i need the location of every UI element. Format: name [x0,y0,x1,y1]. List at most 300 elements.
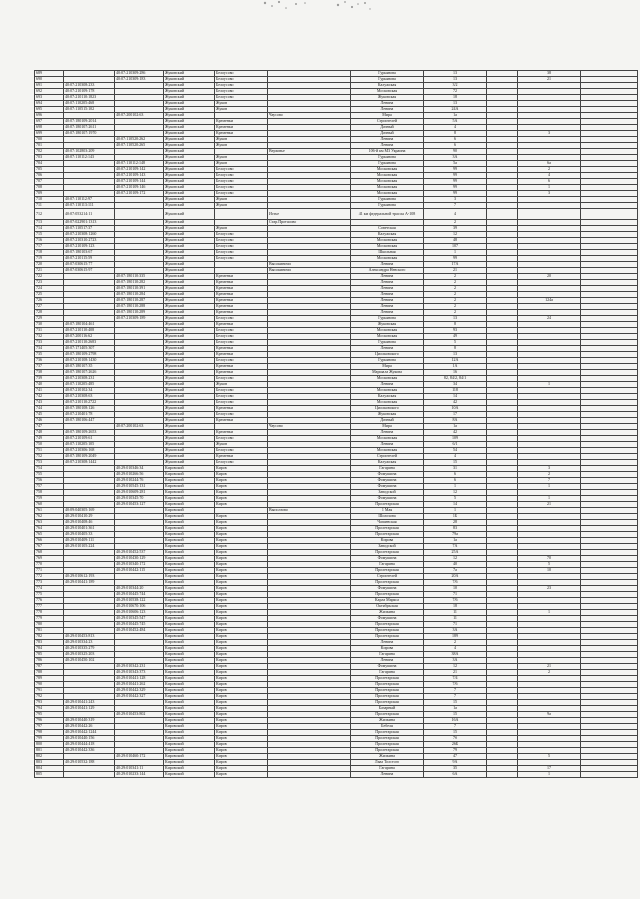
table-cell: Кировский [164,562,215,568]
table-cell: Кировский [164,622,215,628]
table-cell: 40:07:210309:189 [115,316,164,322]
table-cell [115,209,164,220]
table-cell: 40:29:010545:131 [115,484,164,490]
table-cell: 11 [424,610,487,616]
table-cell: Жуковский [164,364,215,370]
table-cell: Жуковский [164,274,215,280]
table-cell: 786 [35,658,64,664]
table-cell: 99 [424,179,487,185]
table-cell: Жуков [215,203,268,209]
table-cell: Жуковский [164,442,215,448]
table-cell: 38 [518,71,581,77]
table-cell: Белоусово [215,89,268,95]
table-cell: 7/6 [424,682,487,688]
table-cell: Московская [351,448,424,454]
table-cell: 720 [35,262,64,268]
table-cell: 40:07:180110:284 [115,292,164,298]
table-cell: 797 [35,724,64,730]
table-cell: Киров [215,628,268,634]
table-cell: 781 [35,628,64,634]
table-cell: Жуковская [351,412,424,418]
table-cell: Кировский [164,616,215,622]
table-cell: Фомушина [351,478,424,484]
table-cell: 768 [35,550,64,556]
table-cell: 696 [35,113,64,119]
table-cell: 21 [424,268,487,274]
table-cell: 40:07:110113:111 [64,203,115,209]
table-cell: 7 [424,694,487,700]
table-cell [581,772,638,778]
table-cell: Кировский [164,484,215,490]
table-cell: 40:29:010441:129 [64,706,115,712]
table-cell: Жуков [215,143,268,149]
table-cell: 750 [35,442,64,448]
table-cell: 1Б [424,514,487,520]
table-cell: Александра Невского [351,268,424,274]
table-cell: Кировский [164,772,215,778]
table-cell: 698 [35,125,64,131]
table-cell: Бебеля [351,724,424,730]
table-cell: Гагарина [351,466,424,472]
table-cell: Киров [215,664,268,670]
table-cell: 753 [35,460,64,466]
table-cell: Ленина [351,640,424,646]
table-cell: 40:07:210401:78 [64,412,115,418]
table-cell: Киров [215,730,268,736]
table-cell: Жуковский [164,226,215,232]
table-cell: Жуковский [164,238,215,244]
table-cell: 40:29:010453:127 [115,502,164,508]
table-cell: 741 [35,388,64,394]
table-cell: 107 [424,244,487,250]
table-cell: 739 [35,376,64,382]
table-cell: Московская [351,185,424,191]
table-cell: Жуковский [164,131,215,137]
land-plots-table [34,70,638,778]
table-cell: Кировский [164,580,215,586]
table-cell: 713 [35,220,64,226]
table-cell: 6а [518,161,581,167]
table-cell: 28 [424,520,487,526]
table-cell: 24А [424,107,487,113]
table-cell: 8 [424,322,487,328]
table-cell: Киров [215,496,268,502]
table-cell: 705 [35,167,64,173]
table-cell: 689 [35,71,64,77]
table-cell: Жуковский [164,113,215,119]
table-cell: Киров [215,742,268,748]
table-cell: Кировский [164,688,215,694]
table-cell: Жуковский [164,358,215,364]
table-cell: Жуковский [164,232,215,238]
table-cell: 40:29:010341:11 [115,766,164,772]
table-cell: Кировский [164,766,215,772]
table-cell: 40:07:200116:62 [64,334,115,340]
table-cell: 40:29:010441:189 [64,580,115,586]
table-cell: Ленина [351,274,424,280]
table-cell: Жуковский [164,382,215,388]
table-cell: 21 [518,77,581,83]
table-cell: 40:09:040305:169 [64,508,115,514]
table-cell: Белоусово [215,244,268,250]
table-cell: 21 [518,664,581,670]
table-cell: 40:07:053214:11 [64,209,115,220]
table-cell: Белоусово [215,358,268,364]
table-cell: Кировский [164,730,215,736]
table-cell: Киров [215,580,268,586]
table-cell: 775 [35,592,64,598]
table-cell: 40:29:010442:1244 [64,730,115,736]
table-cell: 7 [424,724,487,730]
table-cell: 8 [424,131,487,137]
table-cell: Гагарина [351,670,424,676]
table-cell: 719 [35,256,64,262]
table-row [35,209,638,220]
table-cell: Жуковский [164,250,215,256]
table-cell: Кировский [164,556,215,562]
table-cell: Московская [351,191,424,197]
table-cell: Киров [215,676,268,682]
table-cell: Чаусово [268,424,351,430]
table-cell: 1 [518,496,581,502]
table-cell: Кременки [215,292,268,298]
table-cell: Маршала Жукова [351,370,424,376]
table-cell: Жуковский [164,137,215,143]
table-cell: Белоусово [215,250,268,256]
table-cell: Строителей [351,454,424,460]
table-cell: Кировский [164,466,215,472]
table-cell: Кировский [164,706,215,712]
table-cell: Киров [215,646,268,652]
table-cell: Жуков [215,161,268,167]
table-cell: Шолохова [351,514,424,520]
table-cell: Пролетарская [351,676,424,682]
table-cell: 1 [518,484,581,490]
table-cell: 40:29:010325:203 [64,652,115,658]
table-cell: 40:07:110205:485 [64,382,115,388]
table-cell: Белоусово [215,340,268,346]
table-cell: 40:07:180109:2653 [64,430,115,436]
table-cell: Жуков [215,107,268,113]
table-cell: 40:07:210109:123 [64,244,115,250]
table-cell: Кировский [164,586,215,592]
table-cell: 1 [518,772,581,778]
table-cell: 82, 84/2, 84/1 [424,376,487,382]
table-cell: Киров [215,568,268,574]
table-cell: 15 [424,730,487,736]
table-cell: 773 [35,580,64,586]
table-cell: 24 [518,316,581,322]
table-cell: Кировский [164,634,215,640]
table-cell: Жуковский [164,125,215,131]
table-cell: Жуковская [351,95,424,101]
table-cell: 39 [424,226,487,232]
table-cell: 8 [424,346,487,352]
table-cell: 118 [424,388,487,394]
table-cell: 693 [35,95,64,101]
table-cell: 9А [424,760,487,766]
table-cell: 733 [35,340,64,346]
table-cell: 718 [35,250,64,256]
table-cell: Пролетарская [351,622,424,628]
table-cell: Пролетарская [351,532,424,538]
table-cell: 79 [424,748,487,754]
table-cell: Стар.Протасово [268,220,351,226]
table-cell: 2 [424,220,487,226]
table-cell: Кировский [164,598,215,604]
table-cell: Жуковский [164,203,215,209]
table-cell: 40:29:010409:111 [64,538,115,544]
table-cell: Жуковский [164,292,215,298]
table-cell: 777 [35,604,64,610]
table-cell [268,772,351,778]
table-cell: 6А [424,772,487,778]
table-cell: Октябрьская [351,604,424,610]
table-cell: Белоусово [215,400,268,406]
table-cell: Кировский [164,646,215,652]
table-cell: 9а [518,712,581,718]
table-cell: 2 [424,310,487,316]
table-cell: Жуковский [164,268,215,274]
table-cell: 691 [35,83,64,89]
table-cell: Фомушина [351,586,424,592]
table-cell: Жилкина [351,754,424,760]
table-cell: Ленина [351,430,424,436]
table-cell: 697 [35,119,64,125]
table-cell: 751 [35,448,64,454]
table-cell: 804 [35,766,64,772]
table-cell: 21 [518,502,581,508]
table-cell: 40:07:110205:105 [64,442,115,448]
table-cell: Жуковский [164,173,215,179]
table-cell: 1 [424,484,487,490]
table-cell: Жуков [215,155,268,161]
table-cell: Жуковский [164,352,215,358]
table-cell: 6/1 [424,442,487,448]
table-cell: Белоусово [215,316,268,322]
table-cell: Киров [215,754,268,760]
table-cell: Фомушина [351,472,424,478]
table-cell: 725 [35,292,64,298]
table-cell: Кировский [164,520,215,526]
table-cell: Жуковский [164,400,215,406]
table-cell: 40:29:010453:802 [115,712,164,718]
table-cell: 3А [424,155,487,161]
table-cell: 40:07:110112:97 [64,197,115,203]
table-cell: Чапаевская [351,520,424,526]
table-cell: Ленина [351,304,424,310]
table-cell: 40:29:010345:70 [115,496,164,502]
table-cell: Ленина [351,101,424,107]
table-cell: 5 [518,754,581,760]
table-cell: 42 [424,430,487,436]
table-cell: 99 [424,173,487,179]
table-cell: Кировский [164,544,215,550]
table-cell: 16А [424,718,487,724]
table-cell: 1 [518,382,581,388]
table-cell: Кировский [164,628,215,634]
table-cell: Пролетарская [351,502,424,508]
table-cell: 40:29:010670:106 [115,604,164,610]
table-cell: Мира [351,364,424,370]
table-cell: 4 [424,125,487,131]
table-cell: Кременки [215,131,268,137]
table-cell: Кировский [164,670,215,676]
table-cell: 6 [424,137,487,143]
table-cell: 40:07:210110:2722 [64,400,115,406]
table-cell: Жуковский [164,406,215,412]
table-cell: 782 [35,634,64,640]
table-cell: 40:07:180110:282 [115,280,164,286]
table-cell: 702 [35,149,64,155]
table-cell: Гурьянова [351,340,424,346]
table-cell: Гагарина [351,652,424,658]
table-cell: 40:29:010440:319 [64,718,115,724]
table-cell: Жуковский [164,89,215,95]
table-cell: 3А [424,658,487,664]
table-cell: Московская [351,436,424,442]
table-cell: Жуковский [164,454,215,460]
table-cell: Жуковский [164,340,215,346]
table-cell: 787 [35,664,64,670]
table-cell: 6 [424,143,487,149]
table-cell: Ленина [351,262,424,268]
table-cell: 2 [424,298,487,304]
table-cell: 40:07:030615:97 [64,268,115,274]
table-cell: 746 [35,418,64,424]
table-cell: 40:07:210109:143 [115,173,164,179]
table-cell: 40:29:010408:46 [64,520,115,526]
table-cell: 40:07:180110:335 [115,274,164,280]
table-cell: Белоусово [215,394,268,400]
table-cell: 712 [35,209,64,220]
table-cell: 4 [518,173,581,179]
table-cell: 756 [35,478,64,484]
table-cell: 40:07:180107:35 [64,364,115,370]
table-cell: Жуковский [164,418,215,424]
table-cell: 40:07:210308:233 [64,83,115,89]
table-cell: 769 [35,556,64,562]
table-cell: 6 [424,478,487,484]
table-cell: Жуковский [164,430,215,436]
table-cell: 744 [35,406,64,412]
table-cell: Жуковская [351,322,424,328]
table-cell: Жуковский [164,262,215,268]
table-cell: Кременки [215,274,268,280]
table-cell: Жуковский [164,436,215,442]
table-cell: 99 [424,191,487,197]
table-cell: Ленина [351,658,424,664]
table-cell: 714 [35,226,64,232]
table-cell: 690 [35,77,64,83]
table-cell: 40:07:102803:209 [64,149,115,155]
table-cell: Жуковский [164,394,215,400]
table-cell: Гурьянова [351,197,424,203]
table-cell: 40:07:180107:2626 [64,370,115,376]
table-cell: 40:29:010440:156 [64,736,115,742]
table-cell: 40:29:010441:128 [115,676,164,682]
table-cell: 770 [35,562,64,568]
table-cell: 40:29:010335:279 [64,646,115,652]
table-cell: 711 [35,203,64,209]
table-cell: Киров [215,574,268,580]
table-cell: 40:07:180103:67 [64,250,115,256]
table-cell: 109 [424,436,487,442]
table-cell: Киров [215,706,268,712]
table-cell: Киров [215,718,268,724]
table-cell: 742 [35,394,64,400]
table-cell: Калужская [351,232,424,238]
table-cell: 729 [35,316,64,322]
table-cell: Жилкина [351,610,424,616]
table-cell: Кировский [164,658,215,664]
table-cell: Ленина [351,286,424,292]
table-cell: 40:07:030615:77 [64,262,115,268]
table-cell: 54 [424,448,487,454]
table-cell: 15 [424,460,487,466]
table-cell: 762 [35,514,64,520]
table-cell: Мира [351,113,424,119]
table-cell: 1А [424,364,487,370]
table-cell: 724 [35,286,64,292]
table-cell: 40:29:010442:329 [115,688,164,694]
table-cell: Ленина [351,346,424,352]
table-cell: 31 [424,466,487,472]
table-cell: Московская [351,89,424,95]
table-cell: 40:07:110520:265 [115,143,164,149]
table-cell: 758 [35,490,64,496]
table-cell: 7/6 [424,598,487,604]
table-cell: Белоусово [215,238,268,244]
table-cell: Московская [351,173,424,179]
table-cell: Белоусово [215,256,268,262]
table-cell: Дачный [351,418,424,424]
table-cell: Ленина [351,310,424,316]
table-cell [64,772,115,778]
table-cell: 4 [424,209,487,220]
table-cell: Жилкина [351,718,424,724]
table-cell: Жуковский [164,220,215,226]
table-cell: 40:29:010606:123 [115,610,164,616]
table-cell: 40:29:010532:188 [64,760,115,766]
table-cell: 40:29:010442:336 [64,748,115,754]
table-cell: Кировский [164,592,215,598]
table-cell: Киров [215,556,268,562]
table-cell: Кременки [215,370,268,376]
table-cell: 2 [424,640,487,646]
table-cell: Жуковский [164,197,215,203]
table-cell: 40:07:180108:126 [64,406,115,412]
table-cell: Ленина [351,772,424,778]
table-cell: Киров [215,604,268,610]
table-cell: 40 [424,562,487,568]
table-cell: Киров [215,490,268,496]
table-cell: 124а [518,298,581,304]
table-cell: 708 [35,185,64,191]
table-cell: Кировский [164,532,215,538]
table-cell: Кировский [164,526,215,532]
table-cell: 40:29:010244:76 [115,478,164,484]
table-cell: 99 [424,185,487,191]
table-cell: Жуков [215,382,268,388]
table-cell: Московская [351,328,424,334]
table-cell: 1а [424,424,487,430]
table-cell: Жуковский [164,167,215,173]
table-cell: 83 [424,526,487,532]
table-cell: Жуковский [164,107,215,113]
table-cell: 26Б [424,742,487,748]
table-cell: 40:07:200102:63 [115,424,164,430]
